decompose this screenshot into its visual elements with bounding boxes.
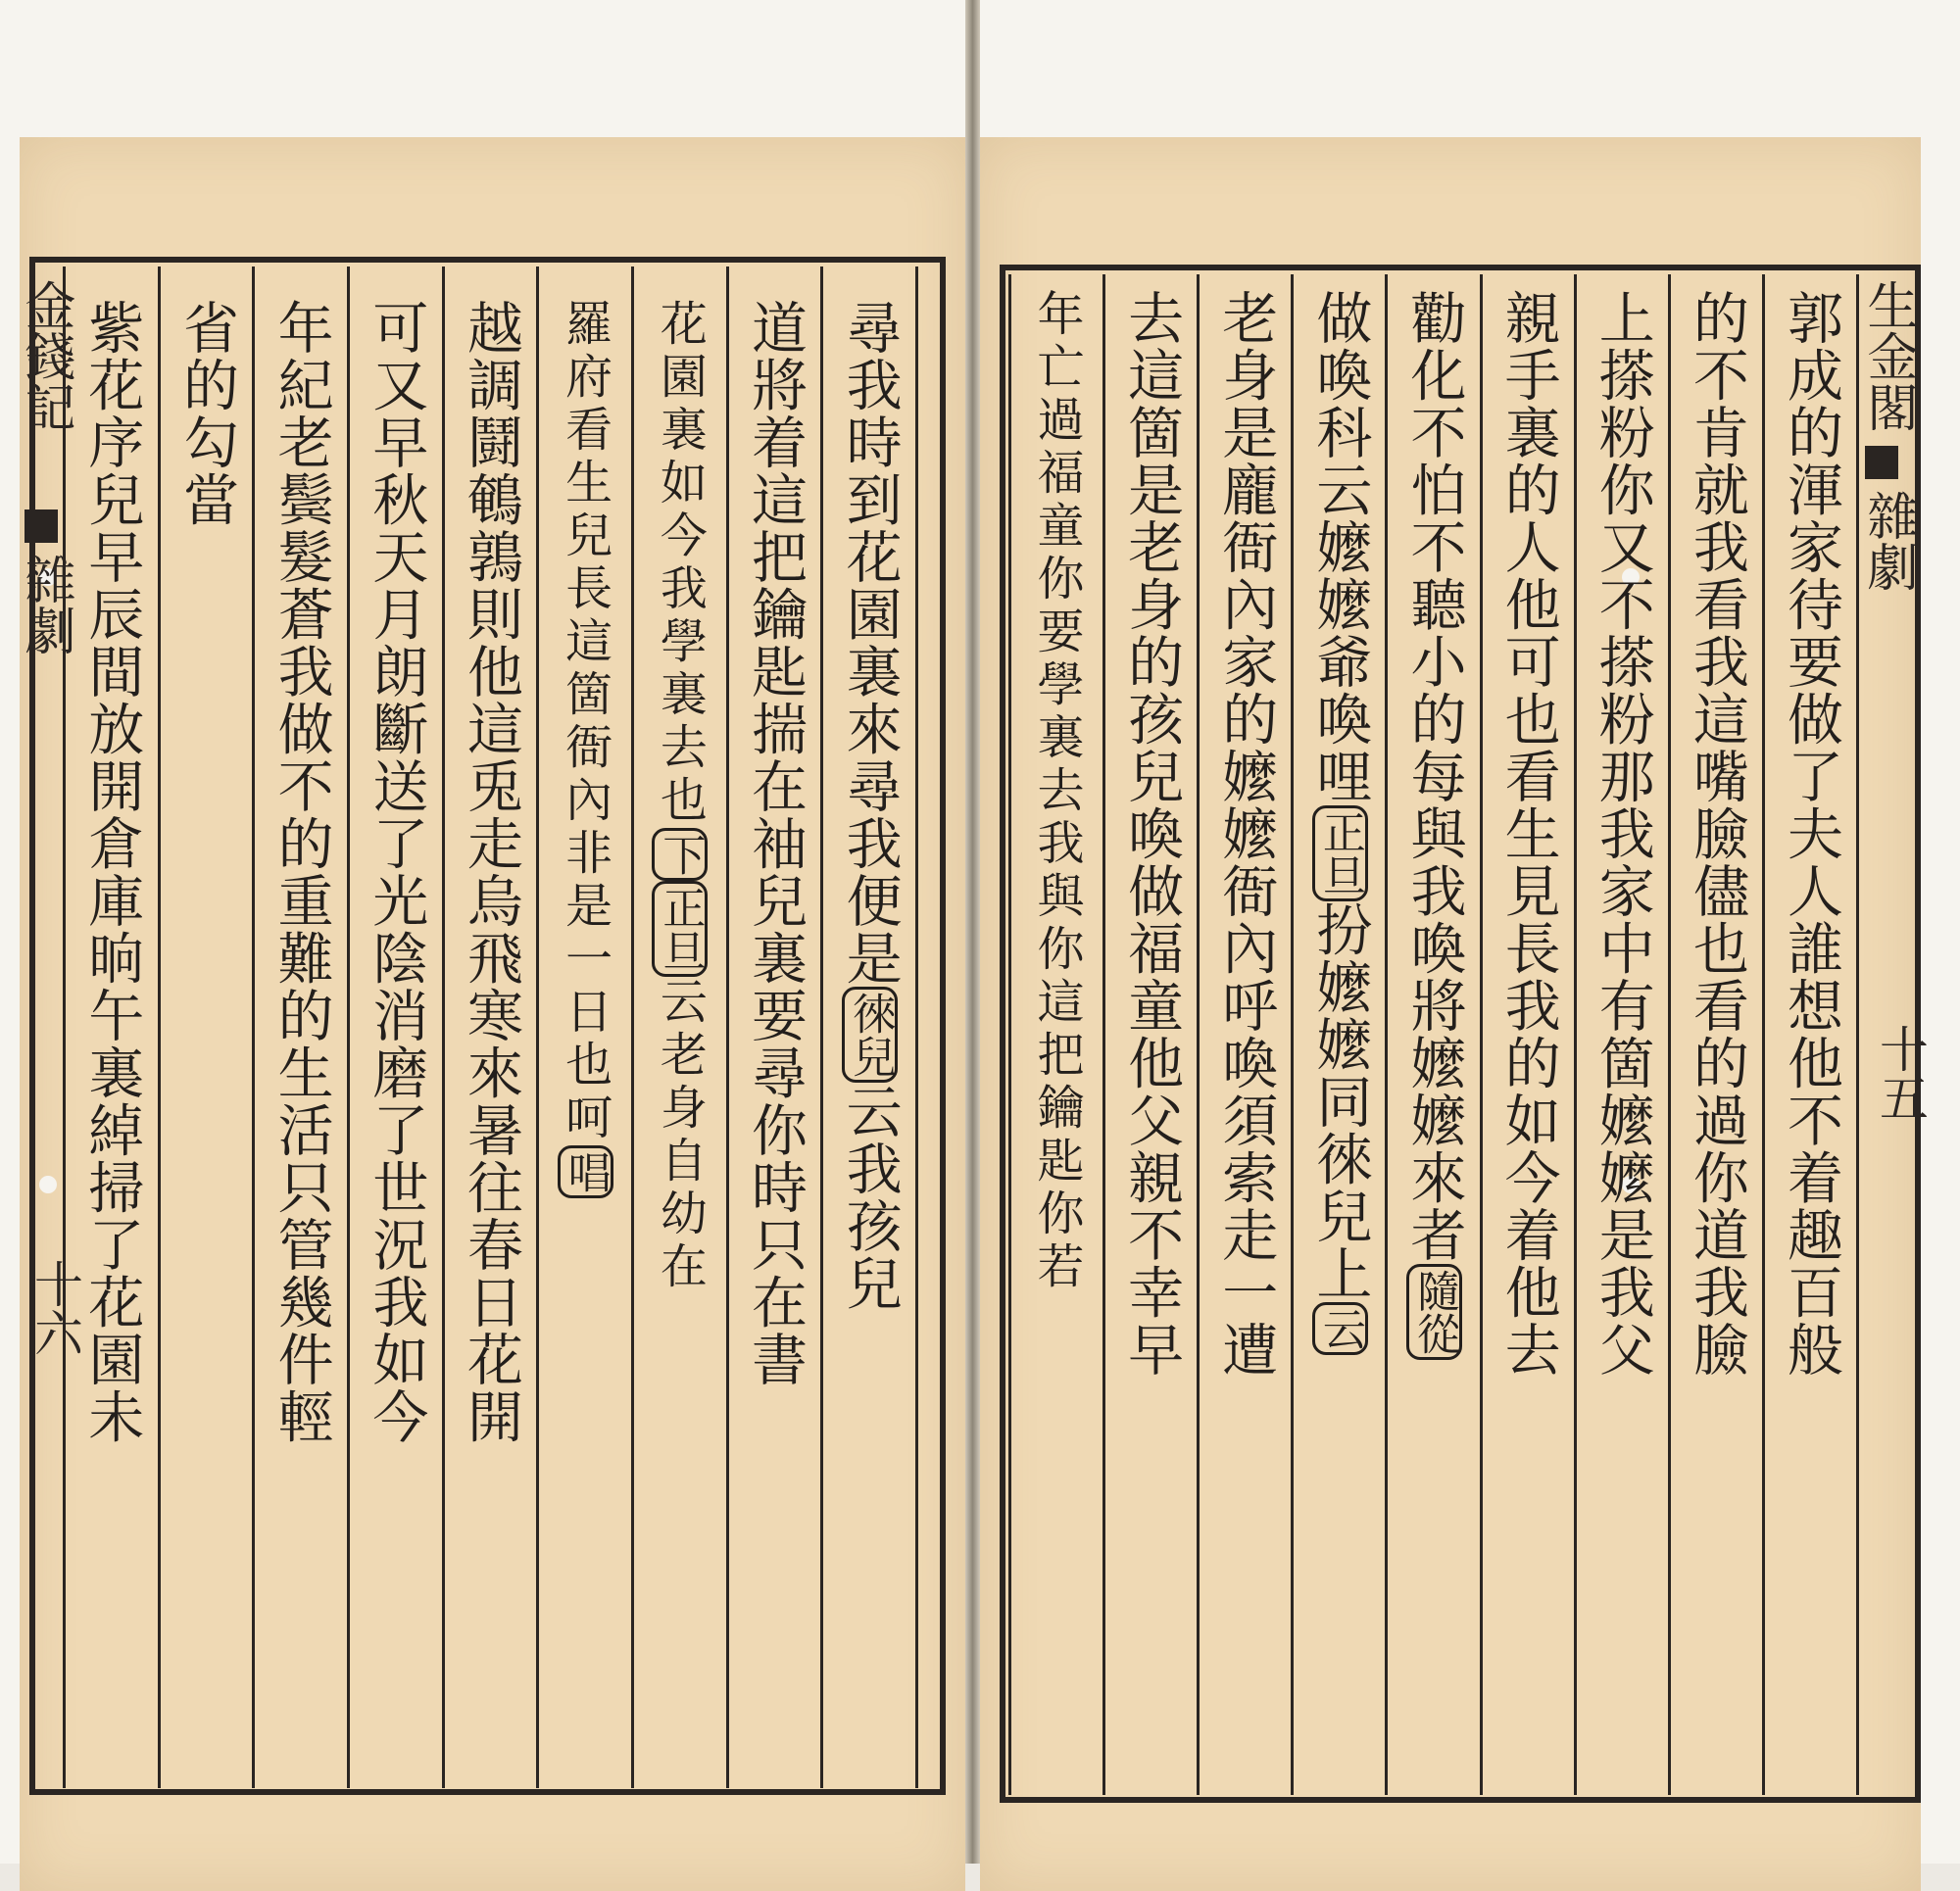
right-page-number — [1865, 1024, 1936, 1122]
right-text-column — [1495, 289, 1561, 1379]
right-column-rule — [1668, 274, 1671, 1795]
stage-direction-marker: 正旦 — [1312, 805, 1368, 901]
left-running-title-text: 金錢記 — [16, 279, 74, 432]
right-column-rule — [1102, 274, 1105, 1795]
text-segment: 的不肯就我看我這嘴臉儘也看的過你道我臉 — [1684, 289, 1749, 1379]
left-column-rule — [442, 267, 445, 1788]
text-segment: 云老身自幼在 — [652, 977, 708, 1294]
text-segment: 道將着這把鑰匙揣在袖兒裏要尋你時只在書 — [742, 299, 808, 1388]
left-column-rule — [158, 267, 161, 1788]
right-column-rule — [1197, 274, 1200, 1795]
right-page-number-text: 十五 — [1872, 1024, 1929, 1122]
text-segment: 尋我時到花園裏來尋我便是 — [837, 299, 903, 987]
stage-direction-marker: 云 — [1312, 1302, 1368, 1355]
right-column-rule — [1385, 274, 1388, 1795]
right-text-column — [1778, 289, 1843, 1379]
right-text-column — [1212, 289, 1278, 1379]
left-column-rule — [536, 267, 539, 1788]
right-text-column — [1306, 289, 1372, 1355]
left-running-title — [16, 279, 74, 432]
left-text-column — [458, 299, 523, 1445]
text-segment: 羅府看生兒長這箇衙內非是一日也呵 — [557, 299, 612, 1145]
text-segment: 年亡過福童你要學裏去我與你這把鑰匙你若 — [1029, 289, 1085, 1294]
book-gutter — [965, 0, 980, 1864]
text-segment: 做喚科 — [1306, 289, 1372, 461]
left-text-column — [363, 299, 428, 1445]
text-segment: 上搽粉你又不搽粉那我家中有箇嬤嬤是我父 — [1590, 289, 1655, 1379]
left-running-sub — [16, 554, 74, 655]
left-running-sub-text: 雜劇 — [16, 554, 74, 655]
text-segment: 可又早秋天月朗斷送了光陰消磨了世況我如今 — [363, 299, 428, 1445]
left-column-rule — [631, 267, 634, 1788]
text-segment: 云我孩兒 — [837, 1083, 903, 1312]
right-text-column — [1029, 289, 1085, 1294]
left-text-column — [652, 299, 708, 1294]
stage-direction-marker: 下 — [652, 828, 708, 881]
right-column-rule — [1762, 274, 1765, 1795]
text-segment: 勸化不怕不聽小的每與我喚將嬤嬤來者 — [1401, 289, 1466, 1264]
right-running-sub — [1858, 490, 1917, 592]
right-text-column — [1401, 289, 1466, 1360]
text-segment: 云嬤嬤爺喚哩 — [1306, 461, 1372, 805]
right-fishtail-mark — [1865, 446, 1898, 479]
left-page-number — [20, 1259, 90, 1357]
left-fishtail-mark — [24, 509, 58, 543]
text-segment: 年紀老鬓髮蒼我做不的重難的生活只管幾件輕 — [269, 299, 334, 1445]
right-text-column — [1590, 289, 1655, 1379]
text-segment: 親手裏的人他可也看生見長我的如今着他去 — [1495, 289, 1561, 1379]
left-column-rule — [915, 267, 918, 1788]
left-column-rule — [820, 267, 823, 1788]
text-segment: 去這箇是老身的孩兒喚做福童他父親不幸早 — [1118, 289, 1184, 1379]
text-segment: 紫花序兒早辰間放開倉庫晌午裏綽掃了花園未 — [78, 299, 144, 1445]
right-running-title — [1858, 279, 1917, 432]
text-segment: 越調鬪鵪鶉則他這兎走烏飛寒來暑往春日花開 — [458, 299, 523, 1445]
left-page-number-text: 十六 — [26, 1259, 83, 1357]
stage-direction-marker: 正旦 — [652, 881, 708, 977]
text-segment: 老身是龐衙內家的嬤嬤衙內呼喚須索走一遭 — [1212, 289, 1278, 1379]
right-column-rule — [1291, 274, 1294, 1795]
stage-direction-marker: 徠兒 — [842, 987, 898, 1083]
left-text-column — [78, 299, 144, 1445]
left-column-rule — [252, 267, 255, 1788]
left-text-column — [173, 299, 239, 528]
stage-direction-marker: 唱 — [558, 1145, 613, 1198]
text-segment: 花園裏如今我學裏去也 — [652, 299, 708, 828]
left-column-rule — [726, 267, 729, 1788]
left-column-rule — [347, 267, 350, 1788]
right-running-sub-text: 雜劇 — [1858, 490, 1917, 592]
right-text-column — [1684, 289, 1749, 1379]
right-column-rule — [1574, 274, 1577, 1795]
left-text-column — [269, 299, 334, 1445]
left-text-column — [742, 299, 808, 1388]
left-column-rule — [63, 267, 66, 1788]
right-running-title-text: 生金閣 — [1858, 279, 1917, 432]
left-text-column — [837, 299, 903, 1312]
stage-direction-marker: 隨從 — [1406, 1264, 1462, 1360]
right-column-rule — [1480, 274, 1483, 1795]
left-text-column — [557, 299, 612, 1198]
right-column-rule — [1008, 274, 1011, 1795]
right-text-column — [1118, 289, 1184, 1379]
text-segment: 省的勾當 — [173, 299, 239, 528]
text-segment: 扮嬤嬤同徠兒上 — [1306, 900, 1372, 1302]
text-segment: 郭成的渾家待要做了夫人誰想他不着趣百般 — [1778, 289, 1843, 1379]
